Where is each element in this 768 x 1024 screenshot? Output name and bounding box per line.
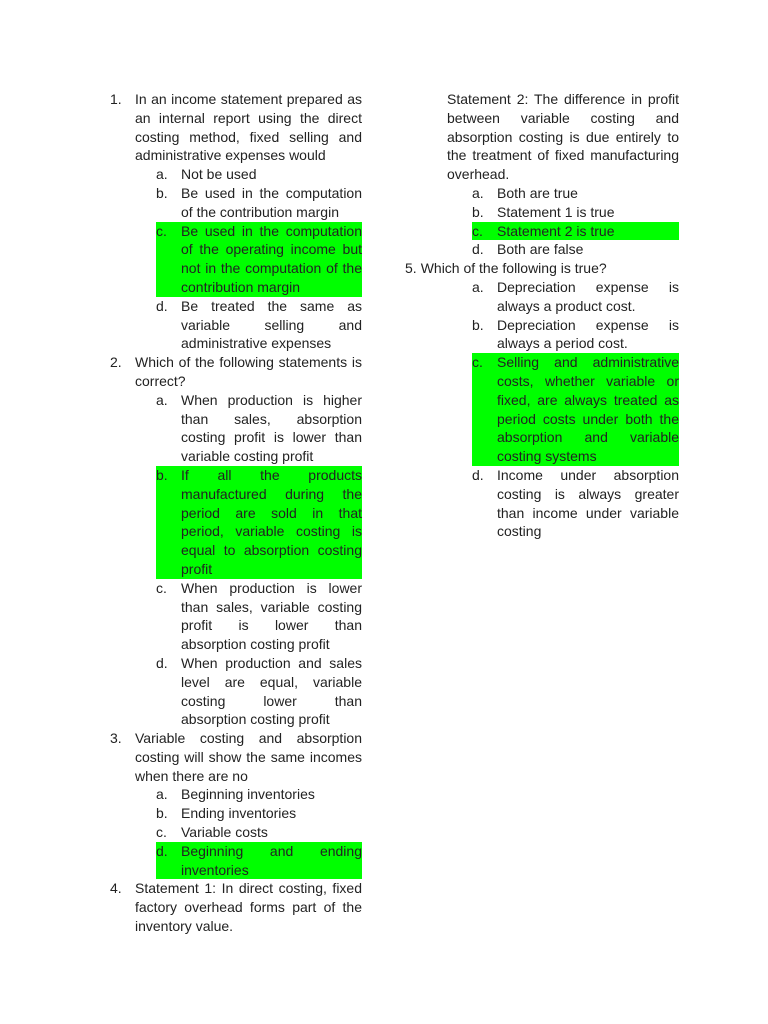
option-text: Not be used — [181, 166, 257, 183]
option-letter: d. — [156, 842, 181, 880]
option-text: Ending inventories — [181, 805, 297, 822]
option-text: Selling and administrative costs, whether variable or fixed, are always treated as period costs under both the absorption and variable costing systems — [497, 354, 679, 465]
option-letter: d. — [156, 297, 168, 314]
right-column — [405, 90, 679, 541]
option-3d-highlighted — [156, 842, 362, 880]
question-5 — [405, 259, 679, 278]
option-letter: a. — [472, 184, 484, 201]
option-5a — [472, 278, 679, 316]
option-letter: a. — [156, 391, 168, 408]
option-text: Beginning and ending inventories — [181, 842, 362, 878]
option-letter: c. — [156, 579, 167, 596]
option-5d — [472, 466, 679, 541]
option-1a — [156, 165, 362, 184]
option-4b — [472, 203, 679, 222]
option-text: Beginning inventories — [181, 786, 315, 803]
option-text: When production and sales level are equal, variable costing lower than absorption costing profit — [181, 654, 362, 728]
option-letter: a. — [156, 786, 168, 803]
option-5c-highlighted — [472, 353, 679, 466]
question-number: 5. — [405, 260, 417, 277]
option-text: Statement 2 is true — [497, 222, 679, 241]
option-text: Be treated the same as variable selling and administrative expenses — [181, 297, 362, 352]
option-letter: b. — [156, 184, 168, 201]
option-2c — [156, 579, 362, 654]
option-letter: c. — [472, 353, 497, 466]
question-text: Which of the following is true? — [420, 260, 607, 277]
option-text: Depreciation expense is always a product cost. — [497, 278, 679, 314]
question-5-options — [405, 278, 679, 541]
option-letter: c. — [472, 222, 497, 241]
option-4d — [472, 240, 679, 259]
question-number: 3. — [110, 730, 122, 747]
option-letter: b. — [472, 316, 484, 333]
question-text: Statement 1: In direct costing, fixed factory overhead forms part of the inventory value. — [135, 880, 362, 935]
option-text: Be used in the computation of the operating income but not in the computation of the contribution margin — [181, 222, 362, 295]
option-letter: c. — [156, 824, 167, 841]
question-1-options — [110, 165, 362, 353]
option-letter: b. — [156, 466, 181, 579]
question-text: Which of the following statements is correct? — [135, 354, 362, 389]
option-text: Statement 1 is true — [497, 203, 615, 220]
option-3c — [156, 823, 362, 842]
option-2b-highlighted — [156, 466, 362, 579]
question-text: Variable costing and absorption costing will show the same incomes when there are no — [135, 730, 362, 784]
question-number: 2. — [110, 354, 122, 371]
left-column — [110, 90, 362, 936]
option-4a — [472, 184, 679, 203]
question-3-options — [110, 785, 362, 879]
option-letter: c. — [156, 222, 181, 297]
option-text: Variable costs — [181, 824, 268, 841]
question-4-statement-2: Statement 2: The difference in profit between variable costing and absorption costing is due entirely to the treatment of fixed manufacturing overhead. — [447, 91, 679, 183]
option-4c-highlighted — [472, 222, 679, 241]
option-text: When production is lower than sales, variable costing profit is lower than absorption costing profit — [181, 579, 362, 653]
question-number: 1. — [110, 91, 122, 107]
option-letter: d. — [156, 654, 168, 671]
option-2d — [156, 654, 362, 729]
option-1c-highlighted — [156, 222, 362, 297]
option-1d — [156, 297, 362, 353]
question-4 — [110, 879, 362, 935]
option-text: Both are false — [497, 241, 584, 258]
question-text: In an income statement prepared as an internal report using the direct costing method, fixed selling and administrative expenses would — [135, 91, 362, 164]
option-letter: b. — [156, 805, 168, 822]
option-letter: d. — [472, 466, 484, 483]
option-1b — [156, 184, 362, 222]
question-number: 4. — [110, 880, 122, 897]
question-4-options — [405, 184, 679, 259]
question-2-options — [110, 391, 362, 729]
option-5b — [472, 316, 679, 354]
option-3a — [156, 785, 362, 804]
option-text: If all the products manufactured during the period are sold in that period, variable costing is equal to absorption costing profit — [181, 466, 362, 577]
option-letter: a. — [156, 166, 168, 183]
option-letter: a. — [472, 278, 484, 295]
option-text: When production is higher than sales, absorption costing profit is lower than variable costing profit — [181, 391, 362, 465]
option-text: Both are true — [497, 184, 578, 201]
option-text: Income under absorption costing is always greater than income under variable costing — [497, 466, 679, 540]
question-3 — [110, 729, 362, 785]
option-text: Depreciation expense is always a period cost. — [497, 316, 679, 352]
option-2a — [156, 391, 362, 466]
question-1 — [110, 90, 362, 165]
option-letter: d. — [472, 241, 484, 258]
option-text: Be used in the computation of the contribution margin — [181, 184, 362, 220]
option-letter: b. — [472, 203, 484, 220]
question-2 — [110, 353, 362, 391]
option-3b — [156, 804, 362, 823]
